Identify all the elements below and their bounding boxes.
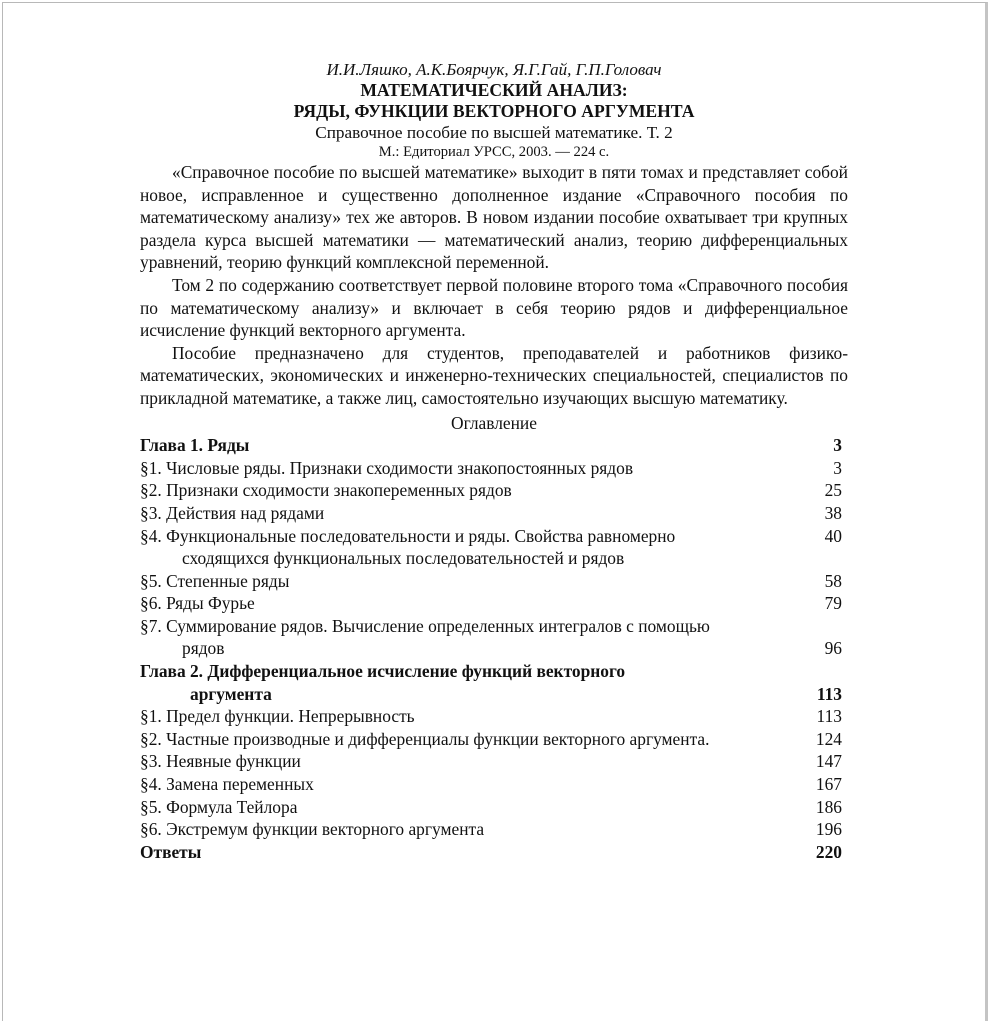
annotation-paragraph-3: Пособие предназначено для студентов, преподавателей и работников физико-математических, экономических и инженерно-технических специальностей, специалистов по прикладной математике, а также лиц, самостоятельно изучающих высшую математику. xyxy=(140,342,848,408)
toc-item-title xyxy=(140,615,782,660)
table-of-contents xyxy=(140,434,848,863)
toc-item-title-line2: рядов xyxy=(182,638,225,659)
toc-item-title: §2. Частные производные и дифференциалы функции векторного аргумента. xyxy=(140,728,710,749)
book-title-line1: МАТЕМАТИЧЕСКИЙ АНАЛИЗ: xyxy=(360,80,628,100)
toc-page-number: 124 xyxy=(815,728,842,749)
toc-chapter-title-line1: Глава 2. Дифференциальное исчисление функций векторного xyxy=(140,661,626,682)
toc-item xyxy=(140,818,848,841)
toc-item xyxy=(140,570,848,593)
publisher-info: М.: Едиториал УРСС, 2003. — 224 с. xyxy=(378,144,610,160)
toc-item-title: §6. Экстремум функции векторного аргумента xyxy=(140,819,485,840)
toc-item xyxy=(140,457,848,480)
toc-answers-title: Ответы xyxy=(140,841,202,862)
toc-item-title: §5. Степенные ряды xyxy=(140,570,290,591)
toc-item xyxy=(140,615,848,660)
toc-page-number: 220 xyxy=(815,841,842,862)
toc-item-title xyxy=(140,525,782,570)
toc-item-title: §6. Ряды Фурье xyxy=(140,593,255,614)
toc-item-title: §5. Формула Тейлора xyxy=(140,796,298,817)
toc-page-number: 167 xyxy=(815,774,842,795)
toc-item-title-line2: сходящихся функциональных последовательностей и рядов xyxy=(182,548,625,569)
toc-page-number: 40 xyxy=(824,525,842,546)
toc-heading: Оглавление xyxy=(451,412,537,433)
toc-item-title: §1. Числовые ряды. Признаки сходимости знакопостоянных рядов xyxy=(140,457,634,478)
toc-item xyxy=(140,773,848,796)
toc-answers xyxy=(140,841,848,864)
toc-item xyxy=(140,796,848,819)
annotation-paragraph-1: «Справочное пособие по высшей математике» выходит в пяти томах и представляет собой новое, исправленное и существенно дополненное издание «Справочного пособия по математическому анализу» тех же авторов. В новом издании пособие охватывает три крупных раздела курса высшей математики — математический анализ, теорию дифференциальных уравнений, теорию функций комплексной переменной. xyxy=(140,162,848,273)
toc-page-number: 113 xyxy=(816,683,842,704)
toc-item xyxy=(140,705,848,728)
toc-page-number: 25 xyxy=(824,480,842,501)
annotation-paragraph-2: Том 2 по содержанию соответствует первой половине второго тома «Справочного пособия по математическому анализу» и включает в себя теорию рядов и дифференциальное исчисление функций векторного аргумента. xyxy=(140,274,848,341)
toc-item-title-line1: §4. Функциональные последовательности и ряды. Свойства равномерно xyxy=(140,525,676,546)
toc-item xyxy=(140,750,848,773)
document-page xyxy=(140,60,848,863)
toc-page-number: 196 xyxy=(815,819,842,840)
toc-page-number: 38 xyxy=(824,502,842,523)
toc-item xyxy=(140,525,848,570)
toc-chapter-2 xyxy=(140,660,848,705)
toc-page-number: 186 xyxy=(815,796,842,817)
toc-item-title: §3. Действия над рядами xyxy=(140,502,325,523)
book-title-line2: РЯДЫ, ФУНКЦИИ ВЕКТОРНОГО АРГУМЕНТА xyxy=(293,101,695,121)
book-subtitle: Справочное пособие по высшей математике. Т. 2 xyxy=(315,123,673,142)
toc-page-number: 113 xyxy=(816,706,842,727)
toc-item xyxy=(140,479,848,502)
toc-chapter-title-line2: аргумента xyxy=(190,683,272,704)
toc-item xyxy=(140,502,848,525)
toc-chapter-title xyxy=(140,660,782,705)
toc-page-number: 79 xyxy=(824,593,842,614)
toc-item-title: §3. Неявные функции xyxy=(140,751,301,772)
toc-chapter-1 xyxy=(140,434,848,457)
toc-item-title: §2. Признаки сходимости знакопеременных рядов xyxy=(140,480,512,501)
toc-page-number: 3 xyxy=(833,457,842,478)
toc-item xyxy=(140,592,848,615)
toc-item-title: §1. Предел функции. Непрерывность xyxy=(140,706,415,727)
toc-page-number: 58 xyxy=(824,570,842,591)
toc-item-title: §4. Замена переменных xyxy=(140,774,314,795)
authors: И.И.Ляшко, А.К.Боярчук, Я.Г.Гай, Г.П.Головач xyxy=(326,60,662,79)
toc-page-number: 147 xyxy=(815,751,842,772)
toc-page-number: 96 xyxy=(824,638,842,659)
toc-item-title-line1: §7. Суммирование рядов. Вычисление определенных интегралов с помощью xyxy=(140,615,710,636)
toc-page-number: 3 xyxy=(833,435,842,456)
toc-item xyxy=(140,728,848,751)
toc-chapter-title: Глава 1. Ряды xyxy=(140,435,250,456)
